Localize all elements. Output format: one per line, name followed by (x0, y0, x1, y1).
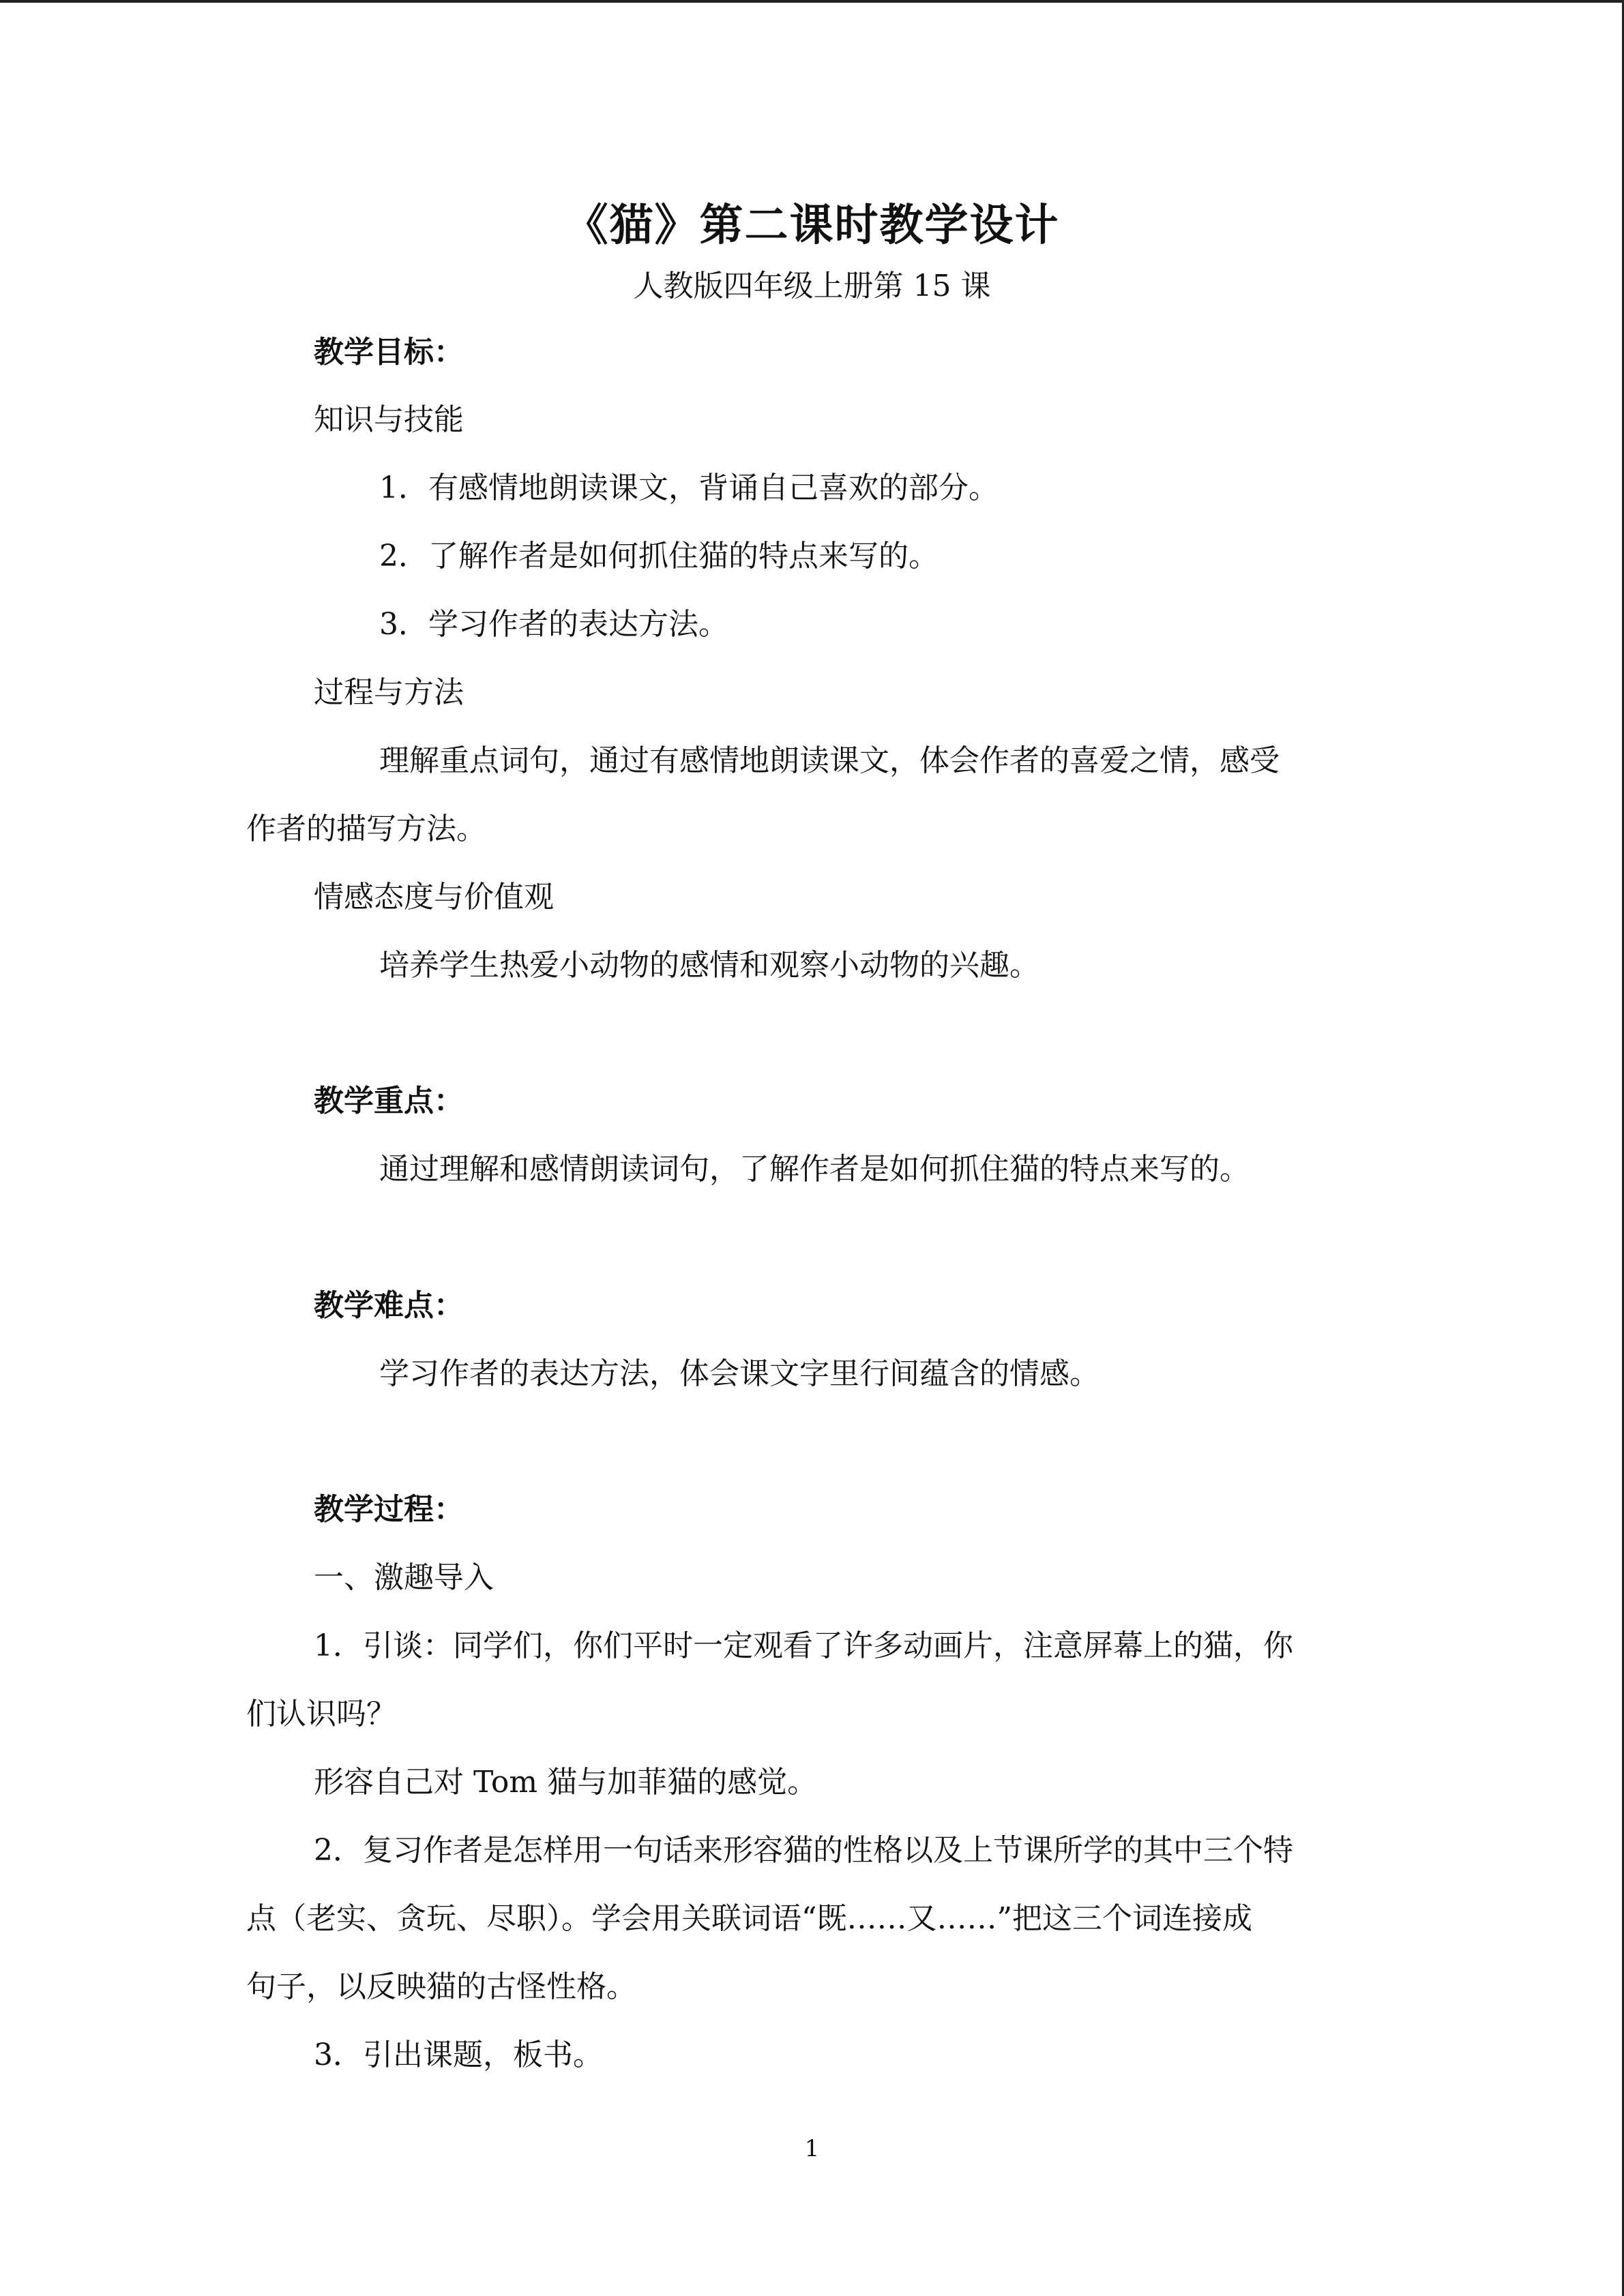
process-method-text-line-1: 理解重点词句，通过有感情地朗读课文，体会作者的喜爱之情，感受 (379, 743, 1280, 778)
page-number: 1 (804, 2135, 820, 2162)
teaching-process-heading: 教学过程： (314, 1492, 464, 1527)
step-2-line-3: 句子，以反映猫的古怪性格。 (246, 1969, 636, 2004)
knowledge-item-2: 2．了解作者是如何抓住猫的特点来写的。 (379, 539, 939, 573)
knowledge-item-3: 3．学习作者的表达方法。 (379, 607, 728, 642)
difficulties-text: 学习作者的表达方法，体会课文字里行间蕴含的情感。 (379, 1356, 1099, 1391)
knowledge-heading: 知识与技能 (314, 402, 464, 437)
step-1-line-2: 们认识吗？ (246, 1697, 396, 1731)
step-2-line-2: 点（老实、贪玩、尽职）。学会用关联词语“既……又……”把这三个词连接成 (246, 1901, 1252, 1936)
step-3: 3．引出课题，板书。 (314, 2038, 603, 2072)
document-subtitle: 人教版四年级上册第 15 课 (633, 269, 991, 303)
key-points-heading: 教学重点： (314, 1084, 464, 1118)
process-method-heading: 过程与方法 (314, 675, 464, 710)
emotion-text: 培养学生热爱小动物的感情和观察小动物的兴趣。 (379, 948, 1039, 983)
section-1-heading: 一、激趣导入 (314, 1560, 494, 1595)
objectives-heading: 教学目标： (314, 335, 464, 370)
step-1-extra: 形容自己对 Tom 猫与加菲猫的感觉。 (314, 1765, 818, 1800)
step-2-line-1: 2．复习作者是怎样用一句话来形容猫的性格以及上节课所学的其中三个特 (314, 1833, 1293, 1868)
difficulties-heading: 教学难点： (314, 1288, 464, 1323)
knowledge-item-1: 1．有感情地朗读课文，背诵自己喜欢的部分。 (379, 471, 999, 505)
process-method-text-line-2: 作者的描写方法。 (246, 811, 486, 846)
emotion-heading: 情感态度与价值观 (314, 880, 554, 914)
key-points-text: 通过理解和感情朗读词句，了解作者是如何抓住猫的特点来写的。 (379, 1152, 1250, 1187)
step-1-line-1: 1．引谈：同学们，你们平时一定观看了许多动画片，注意屏幕上的猫，你 (314, 1628, 1293, 1663)
document-title: 《猫》第二课时教学设计 (564, 200, 1060, 251)
